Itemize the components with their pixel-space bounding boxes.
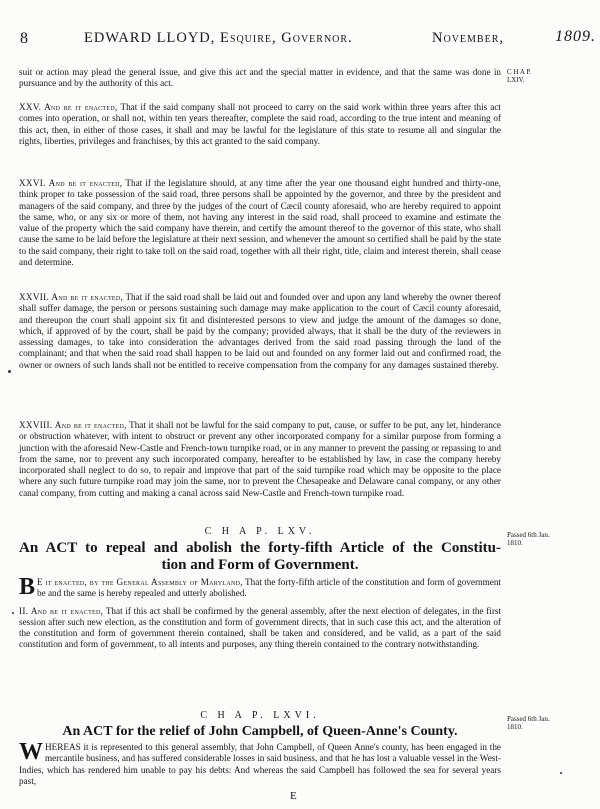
margin-note-chap65: Passed 6th Jan. 1810.: [507, 531, 550, 547]
chap-65-title-line1: An ACT to repeal and abolish the forty-fifth Article of the Constitu-: [19, 540, 501, 556]
xxviii-lead: XXVIII. And be it enacted,: [19, 420, 127, 430]
chap-65-paragraph-1: [19, 574, 501, 600]
chap-66-paragraph-1: [19, 739, 501, 787]
section-xxv: [19, 102, 501, 147]
xxvi-lead: XXVI. And be it enacted,: [19, 178, 123, 188]
paragraph-xxv: [19, 102, 501, 147]
margin-note-chap66: Passed 6th Jan. 1810.: [507, 715, 550, 731]
xxviii-text: That it shall not be lawful for the said company to put, cause, or suffer to be put, any let, hinderance or obstruction whatever, with intent to obstruct or prevent any other incorporated company for a similar purpose from forming a junction with the aforesaid New-Castle and French-town turnpike road, or in any manner to prevent the passing or repassing to and from the same, nor to prevent any such incorporated company, hereafter to be established by law, in case the company hereby incorporated shall neglect to do so, to repair and improve that part of the said turnpike road which may be opposite to the place where any such future turnpike road may join the same, nor to prevent the Chesapeake and Delaware canal company, or any other canal company, from cutting and making a canal across said New-Castle and French-town turnpike road.: [19, 420, 501, 498]
intro-paragraph: suit or action may plead the general issue, and give this act and the special matter in evidence, and that the same was done in pursuance and by the authority of this act.: [19, 67, 501, 89]
paragraph-xxviii: [19, 420, 501, 499]
paragraph-xxvi: [19, 178, 501, 268]
xxvii-text: That if the said road shall be laid out and founded over and upon any land whereby the owner thereof shall suffer damage, the person or persons sustaining such damage may make application to the court of Cæcil county aforesaid, and thereupon the court shall appoint six fit and disinterested persons to view and judge the amount of the damages so done, which, if approved of by the court, shall be paid by the company; provided always, that it shall be the duty of the reviewers in assessing damages, to take into consideration the advantages derived from the said road passing through the land of the complainant; and that when the said road shall happen to be laid out and founded on any former laid out and confirmed road, the owner or owners of such lands shall not be entitled to receive compensation from the company for any damages sustained thereby.: [19, 292, 501, 370]
chap-65-heading: C H A P. LXV.: [204, 526, 316, 537]
chap-66: [19, 710, 501, 787]
xxv-lead: XXV. And be it enacted,: [19, 102, 118, 112]
chap-65: [19, 526, 501, 651]
chap-66-dropcap: W: [19, 739, 43, 765]
paragraph-xxvii: [19, 292, 501, 371]
xxv-text: That if the said company shall not proceed to carry on the said work within three years after this act comes into operation, or shall not, within ten years thereafter, complete the said road, according to the true intent and meaning of this act, then, in either of those cases, it shall and may be lawful for the legislature of this state to resume all and singular the rights, liberties, privileges and franchises, by this act granted to the said company.: [19, 102, 501, 146]
signature-mark: E: [290, 790, 297, 802]
chap-65-title-line2: tion and Form of Government.: [161, 557, 359, 573]
print-speck: [560, 772, 562, 774]
chap-65-p2-text: That if this act shall be confirmed by the general assembly, after the next election of delegates, in the first session after such new election, as the constitution and form of government directs, that in such case this act, and the alteration of the constitution and form of government therein contained, shall be taken and considered, and be valid, as a part of the said constitution and form of government, to all intents and purposes, any thing therein contained to the contrary notwithstanding.: [19, 605, 502, 650]
header-year: 1809.: [555, 28, 596, 45]
chap-65-dropcap: B: [19, 574, 36, 600]
print-speck: [12, 612, 14, 614]
header-month: November,: [432, 30, 504, 46]
chap-65-title: [19, 540, 501, 574]
section-xxviii: [19, 420, 501, 499]
chap-65-p1-lead: E it enacted, by the General Assembly of Maryland,: [37, 577, 243, 587]
margin-note-chap64: [507, 68, 567, 84]
section-xxvii: [19, 292, 501, 371]
header-title: EDWARD LLOYD, Esquire, Governor.: [84, 30, 353, 46]
chap-65-paragraph-2: [19, 606, 501, 651]
section-xxvi: [19, 178, 501, 268]
print-speck: [8, 370, 11, 373]
section-intro: [19, 67, 501, 90]
chap-66-heading: C H A P. LXVI.: [200, 710, 320, 721]
xxvi-text: That if the legislature should, at any time after the year one thousand eight hundred and thirty-one, think proper to take possession of the said road, three persons shall be appointed by the governor, and three by the president and managers of the said company, and three by the judges of the court of Cæcil county aforesaid, who are hereby required to appoint the same, who, or any six or more of them, not having any interest in the said road, shall proceed to examine and estimate the value of the property which the said company have therein, and certify the amount thereof to the governor of this state, who shall cause the same to be laid before the legislature at their next session, and whenever the amount so certified shall be paid by the state to the said company, their right to take toll on the said road, together with all their right, title, claim and interest therein, shall cease and determine.: [19, 178, 501, 268]
chap-65-p2-lead: II. And be it enacted,: [19, 605, 104, 616]
chap-65-p1-text: That the forty-fifth article of the constitution and form of government be and the same is hereby repealed and utterly abolished.: [37, 577, 501, 599]
running-header: [20, 28, 596, 52]
chap-66-title: An ACT for the relief of John Campbell, of Queen-Anne's County.: [62, 724, 458, 739]
page-number: 8: [20, 30, 28, 47]
xxvii-lead: XXVII. And be it enacted,: [19, 292, 124, 302]
margin-chap-number: LXIV.: [507, 76, 525, 84]
chap-66-p1-text: HEREAS it is represented to this general assembly, that John Campbell, of Queen Anne's county, has been engaged in the mercantile business, and has suffered considerable losses in said business, and that he has lost a valuable vessel in the West-Indies, which has rendered him unable to pay his debts: And whereas the said Campbell has followed the sea for several years past,: [19, 742, 501, 786]
margin-chap-label: C H A P.: [507, 68, 532, 76]
